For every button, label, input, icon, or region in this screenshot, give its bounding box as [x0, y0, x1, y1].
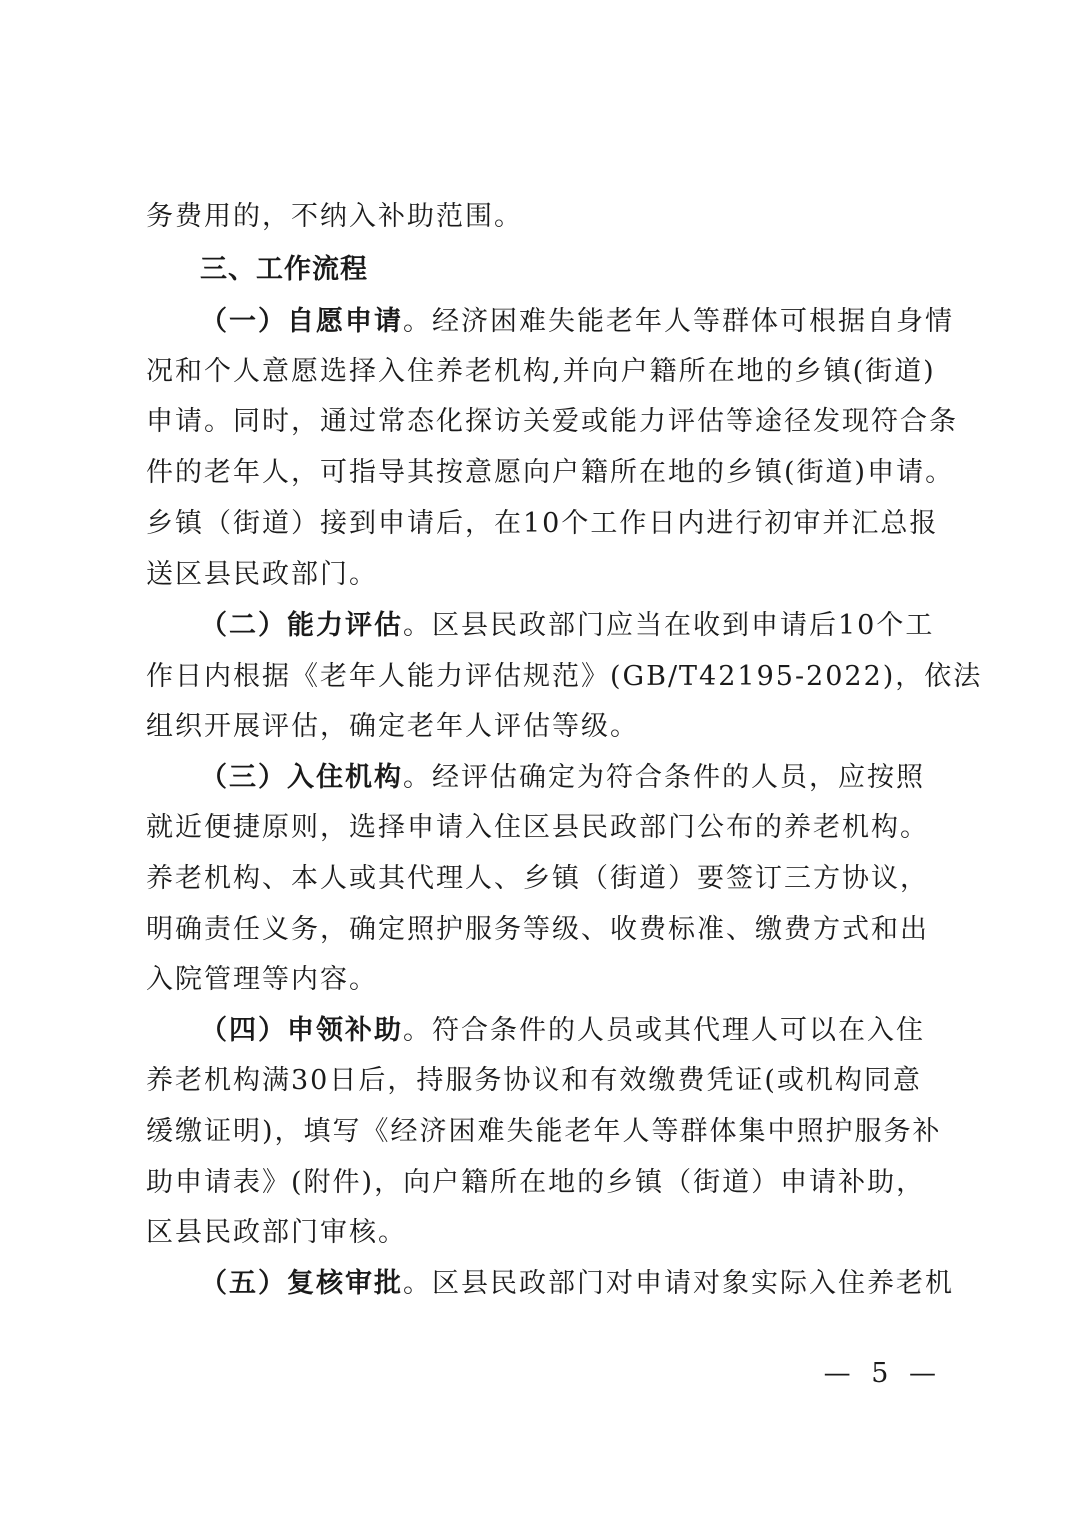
paragraph-line: （五）复核审批。区县民政部门对申请对象实际入住养老机 — [200, 1268, 954, 1299]
paragraph-line: （一）自愿申请。经济困难失能老年人等群体可根据自身情 — [200, 306, 954, 337]
text-line: 送区县民政部门。 — [146, 559, 378, 590]
section-heading: 三、工作流程 — [200, 254, 368, 285]
text-line: 件的老年人，可指导其按意愿向户籍所在地的乡镇(街道)申请。 — [146, 457, 955, 488]
paragraph-line: （二）能力评估。区县民政部门应当在收到申请后10个工 — [200, 610, 935, 641]
text-line: 申请。同时，通过常态化探访关爱或能力评估等途径发现符合条 — [146, 406, 958, 437]
text-line: 明确责任义务，确定照护服务等级、收费标准、缴费方式和出 — [146, 914, 929, 945]
text-line: 助申请表》(附件)，向户籍所在地的乡镇（街道）申请补助， — [146, 1167, 926, 1198]
page-number: — 5 — — [823, 1358, 942, 1389]
paragraph-lead: （二）能力评估 — [200, 610, 403, 641]
text-line: 组织开展评估，确定老年人评估等级。 — [146, 711, 639, 742]
text-line: 就近便捷原则，选择申请入住区县民政部门公布的养老机构。 — [146, 812, 929, 843]
paragraph-lead: （一）自愿申请 — [200, 306, 403, 337]
text-line: 区县民政部门审核。 — [146, 1217, 407, 1248]
text-line: 况和个人意愿选择入住养老机构,并向户籍所在地的乡镇(街道) — [146, 356, 936, 387]
text-line: 乡镇（街道）接到申请后，在10个工作日内进行初审并汇总报 — [146, 508, 939, 539]
paragraph-line: （三）入住机构。经评估确定为符合条件的人员，应按照 — [200, 762, 925, 793]
text-line: 缓缴证明)，填写《经济困难失能老年人等群体集中照护服务补 — [146, 1116, 942, 1147]
paragraph-line: （四）申领补助。符合条件的人员或其代理人可以在入住 — [200, 1015, 925, 1046]
paragraph-lead: （四）申领补助 — [200, 1015, 403, 1046]
paragraph-lead: （三）入住机构 — [200, 762, 403, 793]
text-line: 务费用的，不纳入补助范围。 — [146, 201, 523, 232]
text-line: 养老机构满30日后，持服务协议和有效缴费凭证(或机构同意 — [146, 1065, 922, 1096]
text-line: 入院管理等内容。 — [146, 964, 378, 995]
text-line: 养老机构、本人或其代理人、乡镇（街道）要签订三方协议， — [146, 863, 929, 894]
text-line: 作日内根据《老年人能力评估规范》(GB/T42195-2022)，依法 — [146, 661, 983, 692]
paragraph-lead: （五）复核审批 — [200, 1268, 403, 1299]
